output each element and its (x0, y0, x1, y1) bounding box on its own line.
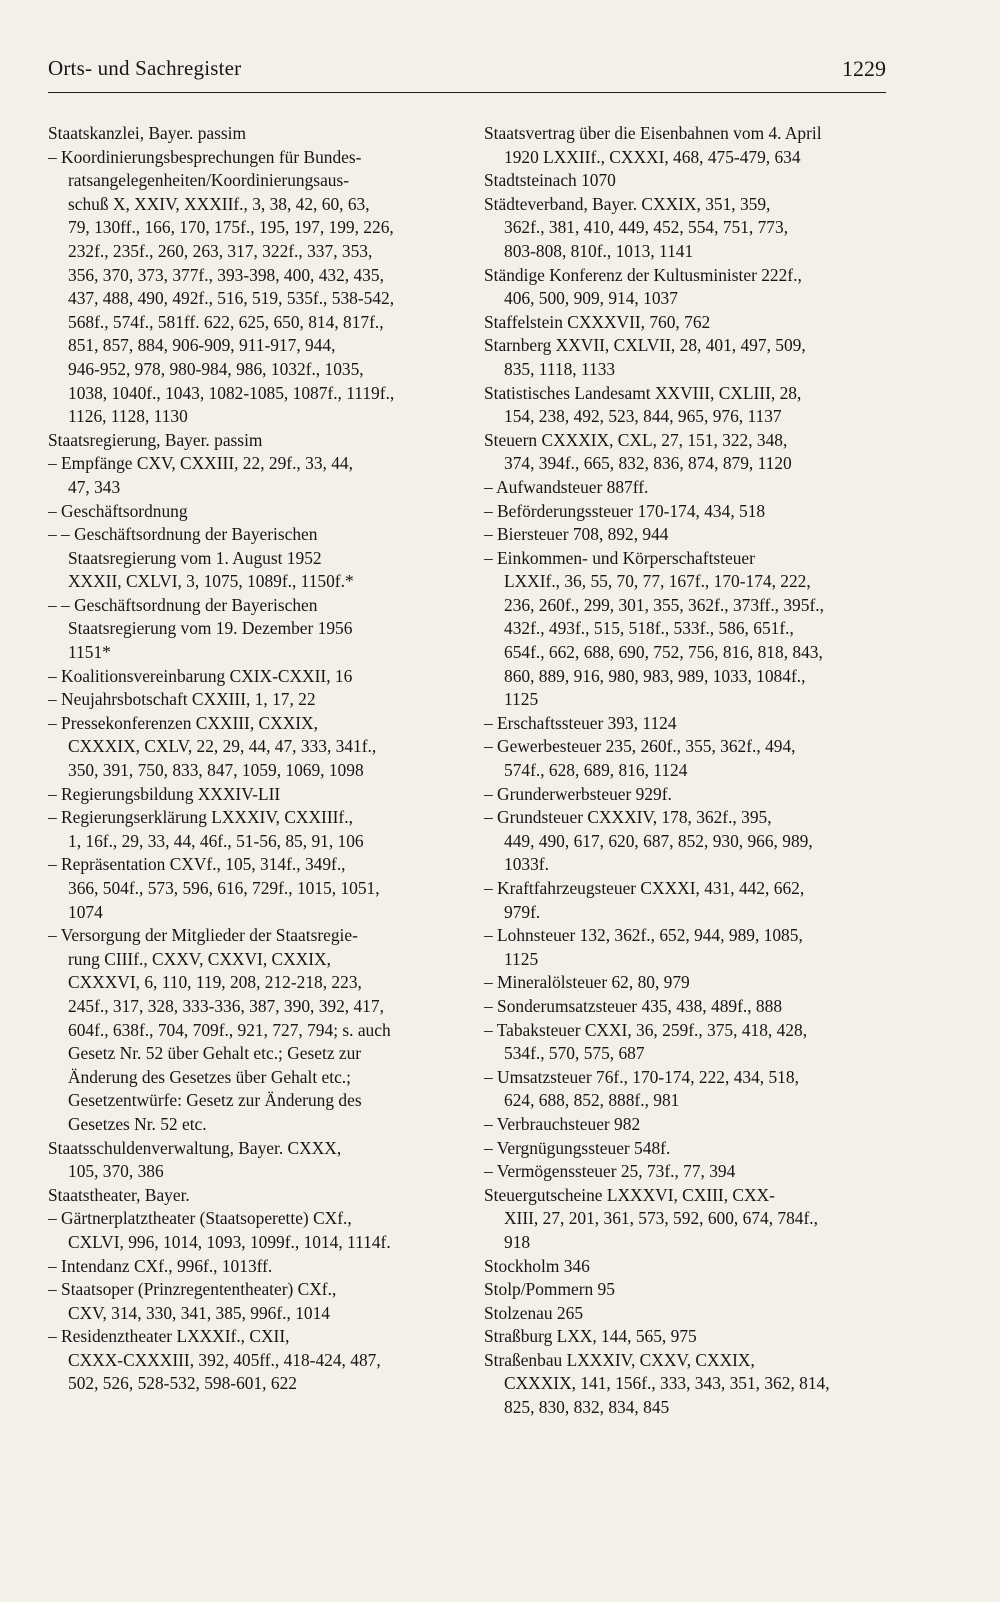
index-entry: – – Geschäftsordnung der Bayerischen Staatsregierung vom 19. Dezember 1956 1151* (48, 594, 353, 663)
index-entry: Steuern CXXXIX, CXL, 27, 151, 322, 348, 374, 394f., 665, 832, 836, 874, 879, 1120 (484, 429, 792, 474)
index-entry: – Biersteuer 708, 892, 944 (484, 524, 669, 545)
index-entry: – Intendanz CXf., 996f., 1013ff. (48, 1255, 273, 1276)
index-entry: Statistisches Landesamt XXVIII, CXLIII, 28, 154, 238, 492, 523, 844, 965, 976, 1137 (484, 382, 802, 427)
index-entry: – Beförderungssteuer 170-174, 434, 518 (484, 500, 766, 521)
index-entry: – Empfänge CXV, CXXIII, 22, 29f., 33, 44, 47, 343 (48, 453, 353, 497)
index-entry: Staffelstein CXXXVII, 760, 762 (484, 311, 711, 332)
index-entry: – Regierungsbildung XXXIV-LII (48, 783, 281, 804)
index-entry: – – Geschäftsordnung der Bayerischen Staatsregierung vom 1. August 1952 XXXII, CXLVI, 3, 1075, 1089f., 1150f.* (48, 524, 354, 592)
index-entry: Stockholm 346 (484, 1255, 590, 1276)
index-entry: Straßenbau LXXXIV, CXXV, CXXIX, CXXXIX, 141, 156f., 333, 343, 351, 362, 814, 825, 830, 832, 834, 845 (484, 1349, 830, 1418)
running-header (48, 56, 886, 92)
index-entry: – Pressekonferenzen CXXIII, CXXIX, CXXXIX, CXLV, 22, 29, 44, 47, 333, 341f., 350, 391, 750, 833, 847, 1059, 1069, 1098 (48, 712, 377, 781)
index-entry: – Gewerbesteuer 235, 260f., 355, 362f., 494, 574f., 628, 689, 816, 1124 (484, 736, 796, 781)
index-entry: – Repräsentation CXVf., 105, 314f., 349f., 366, 504f., 573, 596, 616, 729f., 1015, 1051, 1074 (48, 854, 380, 922)
index-entry: – Tabaksteuer CXXI, 36, 259f., 375, 418, 428, 534f., 570, 575, 687 (484, 1019, 808, 1064)
index-entry: – Mineralölsteuer 62, 80, 979 (484, 972, 690, 993)
index-entry: Straßburg LXX, 144, 565, 975 (484, 1326, 697, 1347)
index-entry: Ständige Konferenz der Kultusminister 222f., 406, 500, 909, 914, 1037 (484, 264, 802, 309)
index-entry: Staatsvertrag über die Eisenbahnen vom 4. April 1920 LXXIIf., CXXXI, 468, 475-479, 634 (484, 123, 822, 167)
index-entry: – Koalitionsvereinbarung CXIX-CXXII, 16 (48, 665, 353, 686)
header-rule (48, 92, 886, 93)
index-entry: – Lohnsteuer 132, 362f., 652, 944, 989, 1085, 1125 (484, 925, 803, 969)
index-entry: Städteverband, Bayer. CXXIX, 351, 359, 362f., 381, 410, 449, 452, 554, 751, 773, 803-808, 810f., 1013, 1141 (484, 193, 789, 261)
page-number: 1229 (842, 56, 886, 81)
index-column-right (484, 122, 886, 1420)
index-entry: – Erschaftssteuer 393, 1124 (484, 712, 677, 733)
index-entry: – Geschäftsordnung (48, 500, 188, 521)
index-entry: Stolp/Pommern 95 (484, 1279, 615, 1300)
index-entry: Staatsregierung, Bayer. passim (48, 429, 263, 450)
index-entry: Steuergutscheine LXXXVI, CXIII, CXX- XIII, 27, 201, 361, 573, 592, 600, 674, 784f., 918 (484, 1184, 818, 1252)
index-entry: – Regierungserklärung LXXXIV, CXXIIIf., 1, 16f., 29, 33, 44, 46f., 51-56, 85, 91, 106 (48, 807, 364, 851)
index-entry: – Koordinierungsbesprechungen für Bundes- ratsangelegenheiten/Koordinierungsaus- schuß X, XXIV, XXXIIf., 3, 38, 42, 60, 63, 79, 130ff., 166, 170, 175f., 195, 197, 199, 226, 232f., 235f., 260, 263, 317, 322f., 337, 353, 356, 370, 373, 377f., 393-398, 400, 432, 435, 437, 488, 490, 492f., 516, 519, 535f., 538-542, 568f., 574f., 581ff. 622, 625, 650, 814, 817f., 851, 857, 884, 906-909, 911-917, 944, 946-952, 978, 980-984, 986, 1032f., 1035, 1038, 1040f., 1043, 1082-1085, 1087f., 1119f., 1126, 1128, 1130 (48, 146, 395, 427)
index-entry: – Vermögenssteuer 25, 73f., 77, 394 (484, 1161, 736, 1182)
index-entry: Starnberg XXVII, CXLVII, 28, 401, 497, 509, 835, 1118, 1133 (484, 335, 806, 379)
index-entry: – Verbrauchsteuer 982 (484, 1113, 641, 1134)
index-entry: – Aufwandsteuer 887ff. (484, 476, 649, 497)
index-entry: – Grunderwerbsteuer 929f. (484, 783, 672, 804)
index-entry: – Residenztheater LXXXIf., CXII, CXXX-CXXXIII, 392, 405ff., 418-424, 487, 502, 526, 528-532, 598-601, 622 (48, 1326, 381, 1394)
index-entry: – Staatsoper (Prinzregententheater) CXf., CXV, 314, 330, 341, 385, 996f., 1014 (48, 1279, 337, 1323)
index-entry: – Einkommen- und Körperschaftsteuer LXXIf., 36, 55, 70, 77, 167f., 170-174, 222, 236, 260f., 299, 301, 355, 362f., 373ff., 395f., 432f., 493f., 515, 518f., 533f., 586, 651f., 654f., 662, 688, 690, 752, 756, 816, 818, 843, 860, 889, 916, 980, 983, 989, 1033, 1084f., 1125 (484, 547, 824, 710)
index-entry: – Vergnügungssteuer 548f. (484, 1137, 671, 1158)
section-title: Orts- und Sachregister (48, 56, 242, 80)
index-column-left (48, 122, 460, 1396)
index-entry: – Versorgung der Mitglieder der Staatsregie- rung CIIIf., CXXV, CXXVI, CXXIX, CXXXVI, 6, 110, 119, 208, 212-218, 223, 245f., 317, 328, 333-336, 387, 390, 392, 417, 604f., 638f., 704, 709f., 921, 727, 794; s. auch Gesetz Nr. 52 über Gehalt etc.; Gesetz zur Änderung des Gesetzes über Gehalt etc.; Gesetzentwürfe: Gesetz zur Änderung des Gesetzes Nr. 52 etc. (48, 925, 391, 1134)
index-entry: – Gärtnerplatztheater (Staatsoperette) CXf., CXLVI, 996, 1014, 1093, 1099f., 1014, 1114f. (48, 1208, 391, 1252)
index-entry: – Sonderumsatzsteuer 435, 438, 489f., 888 (484, 995, 783, 1016)
index-entry: Stadtsteinach 1070 (484, 170, 616, 191)
index-entry: Staatskanzlei, Bayer. passim (48, 123, 247, 143)
index-entry: Staatstheater, Bayer. (48, 1184, 190, 1205)
index-entry: – Umsatzsteuer 76f., 170-174, 222, 434, 518, 624, 688, 852, 888f., 981 (484, 1066, 799, 1111)
index-entry: – Kraftfahrzeugsteuer CXXXI, 431, 442, 662, 979f. (484, 878, 805, 922)
index-entry: Stolzenau 265 (484, 1302, 584, 1323)
index-entry: – Neujahrsbotschaft CXXIII, 1, 17, 22 (48, 689, 316, 710)
index-entry: – Grundsteuer CXXXIV, 178, 362f., 395, 449, 490, 617, 620, 687, 852, 930, 966, 989, 1033f. (484, 807, 813, 875)
index-entry: Staatsschuldenverwaltung, Bayer. CXXX, 105, 370, 386 (48, 1137, 342, 1182)
